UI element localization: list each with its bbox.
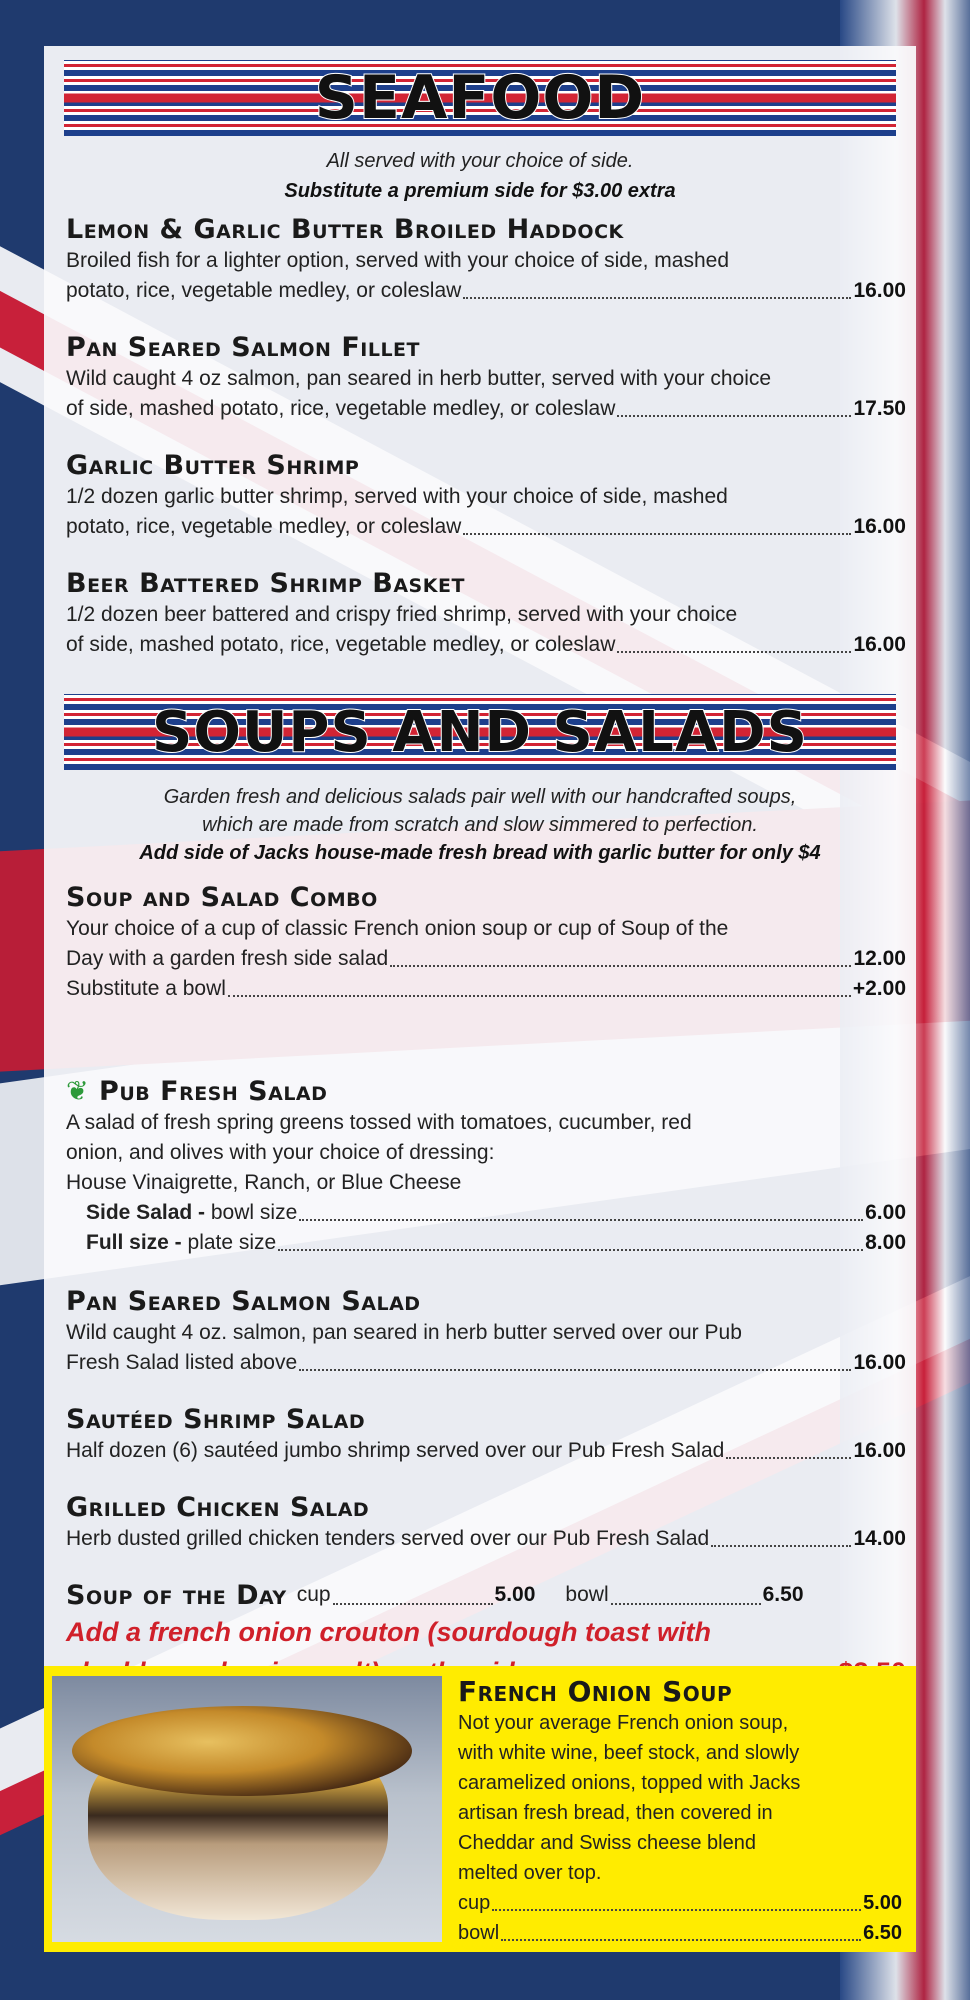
item-price: 6.00 bbox=[865, 1201, 906, 1224]
price-line-bowl: bowl 6.50 bbox=[458, 1918, 902, 1948]
item-title: French Onion Soup bbox=[458, 1675, 733, 1708]
item-title: Sautéed Shrimp Salad bbox=[66, 1404, 366, 1435]
item-price: 17.50 bbox=[853, 397, 906, 420]
item-title: Pub Fresh Salad bbox=[99, 1076, 328, 1107]
price-line: Half dozen (6) sautéed jumbo shrimp served over our Pub Fresh Salad 16.00 bbox=[66, 1436, 906, 1466]
item-desc: A salad of fresh spring greens tossed with tomatoes, cucumber, red bbox=[66, 1111, 692, 1134]
item-price: +2.00 bbox=[852, 977, 906, 1000]
menu-item-chicken-salad bbox=[66, 1492, 906, 1554]
item-title: Soup and Salad Combo bbox=[66, 882, 378, 913]
item-price: 16.00 bbox=[853, 633, 906, 656]
vegetarian-leaf-icon: ❦ bbox=[66, 1076, 90, 1107]
soups-tagline-2: which are made from scratch and slow simmered to perfection. bbox=[202, 814, 758, 836]
menu-item-pub-fresh-salad bbox=[66, 1076, 906, 1258]
item-price: 12.00 bbox=[853, 947, 906, 970]
bread-addon-note: Add side of Jacks house-made fresh bread with garlic butter for only $4 bbox=[139, 842, 821, 864]
seafood-tagline-premium: Substitute a premium side for $3.00 extra bbox=[284, 180, 676, 202]
menu-item-garlic-shrimp bbox=[66, 450, 906, 542]
price-line: Day with a garden fresh side salad 12.00 bbox=[66, 944, 906, 974]
soups-salads-banner bbox=[64, 694, 896, 770]
cup-price: 5.00 bbox=[863, 1892, 902, 1914]
item-desc: 1/2 dozen beer battered and crispy fried shrimp, served with your choice bbox=[66, 603, 738, 626]
seafood-heading: SEAFOOD bbox=[314, 63, 646, 133]
price-line-bowl: Substitute a bowl +2.00 bbox=[66, 974, 906, 1004]
item-desc: Your choice of a cup of classic French onion soup or cup of Soup of the bbox=[66, 917, 729, 940]
item-title: Beer Battered Shrimp Basket bbox=[66, 568, 465, 599]
item-title: Grilled Chicken Salad bbox=[66, 1492, 370, 1523]
soups-salads-heading: SOUPS AND SALADS bbox=[152, 699, 808, 765]
item-desc: Wild caught 4 oz. salmon, pan seared in herb butter served over our Pub bbox=[66, 1321, 742, 1344]
menu-item-haddock bbox=[66, 214, 906, 306]
price-line-side-salad: Side Salad - bowl size 6.00 bbox=[66, 1198, 906, 1228]
price-line: of side, mashed potato, rice, vegetable medley, or coleslaw 17.50 bbox=[66, 394, 906, 424]
item-price: 8.00 bbox=[865, 1231, 906, 1254]
menu-panel bbox=[44, 46, 916, 1952]
price-line: potato, rice, vegetable medley, or coleslaw 16.00 bbox=[66, 512, 906, 542]
item-desc: onion, and olives with your choice of dressing: bbox=[66, 1141, 495, 1164]
bowl-price: 6.50 bbox=[863, 1922, 902, 1944]
menu-item-soup-salad-combo bbox=[66, 882, 906, 1004]
price-line: Herb dusted grilled chicken tenders served over our Pub Fresh Salad 14.00 bbox=[66, 1524, 906, 1554]
price-line-cup: cup 5.00 bbox=[458, 1888, 902, 1918]
menu-item-salmon-fillet bbox=[66, 332, 906, 424]
item-title: Lemon & Garlic Butter Broiled Haddock bbox=[66, 214, 624, 245]
cup-price: 5.00 bbox=[494, 1583, 536, 1606]
item-desc: Broiled fish for a lighter option, served with your choice of side, mashed bbox=[66, 249, 730, 272]
item-price: 16.00 bbox=[853, 515, 906, 538]
price-line-full-salad: Full size - plate size 8.00 bbox=[66, 1228, 906, 1258]
price-line: of side, mashed potato, rice, vegetable medley, or coleslaw 16.00 bbox=[66, 630, 906, 660]
seafood-tagline: All served with your choice of side. bbox=[326, 150, 634, 172]
french-onion-soup-photo bbox=[52, 1676, 442, 1942]
item-price: 16.00 bbox=[853, 1439, 906, 1462]
item-desc: 1/2 dozen garlic butter shrimp, served with your choice of side, mashed bbox=[66, 485, 728, 508]
menu-item-shrimp-salad bbox=[66, 1404, 906, 1466]
soups-tagline: Garden fresh and delicious salads pair well with our handcrafted soups, bbox=[163, 786, 797, 808]
price-line: potato, rice, vegetable medley, or coleslaw 16.00 bbox=[66, 276, 906, 306]
item-price: 14.00 bbox=[853, 1527, 906, 1550]
item-desc: Wild caught 4 oz salmon, pan seared in herb butter, served with your choice bbox=[66, 367, 772, 390]
price-line: Fresh Salad listed above 16.00 bbox=[66, 1348, 906, 1378]
item-title: Soup of the Day bbox=[66, 1580, 287, 1611]
seafood-banner bbox=[64, 60, 896, 136]
bowl-price: 6.50 bbox=[762, 1583, 804, 1606]
menu-item-shrimp-basket bbox=[66, 568, 906, 660]
item-price: 16.00 bbox=[853, 279, 906, 302]
french-onion-details: French Onion Soup Not your average French onion soup, with white wine, beef stock, and slowly caramelized onions, topped with Jacks artisan fresh bread, then covered in Cheddar and Swiss cheese blend melted over top. cup 5.00 bowl 6.50 bbox=[458, 1676, 902, 1948]
item-title: Garlic Butter Shrimp bbox=[66, 450, 360, 481]
menu-item-salmon-salad bbox=[66, 1286, 906, 1378]
soup-of-day-line: Soup of the Day cup 5.00 bowl 6.50 bbox=[66, 1580, 804, 1611]
item-title: Pan Seared Salmon Fillet bbox=[66, 332, 420, 363]
item-title: Pan Seared Salmon Salad bbox=[66, 1286, 421, 1317]
french-onion-feature-box bbox=[44, 1666, 916, 1952]
dressing-options: House Vinaigrette, Ranch, or Blue Cheese bbox=[66, 1171, 462, 1194]
item-price: 16.00 bbox=[853, 1351, 906, 1374]
crouton-addon-line1: Add a french onion crouton (sourdough toast with bbox=[66, 1617, 711, 1647]
